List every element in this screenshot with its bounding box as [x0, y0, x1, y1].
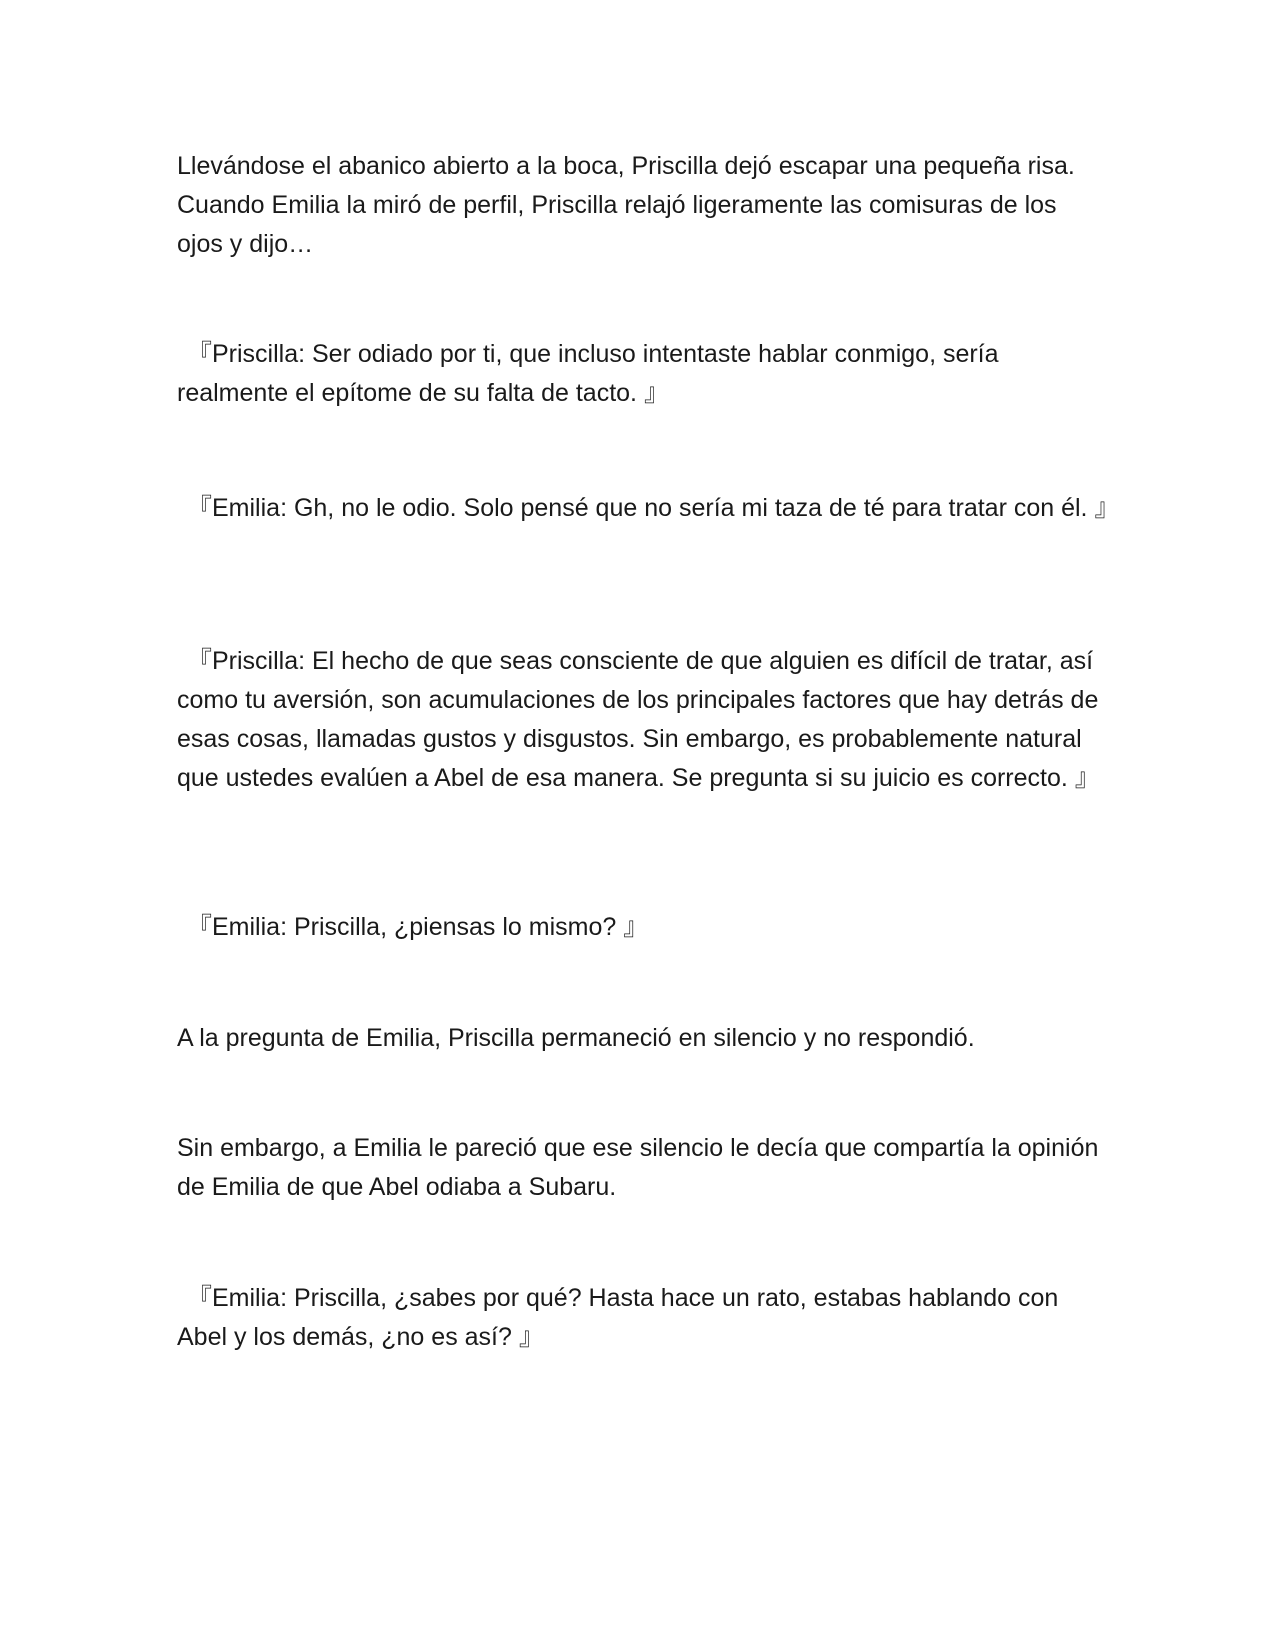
dialogue-emilia: 『Emilia: Priscilla, ¿piensas lo mismo? 』 — [187, 913, 649, 941]
dialogue-emilia: 『Emilia: Gh, no le odio. Solo pensé que no sería mi taza de té para tratar con él. 』 — [187, 494, 1120, 522]
dialogue-priscilla: 『Priscilla: El hecho de que seas consciente de que alguien es difícil de tratar, así como tu aversión, son acumulaciones de los principales factores que hay detrás de esas cosas, llamadas gustos y disgustos. Sin embargo, es probablemente natural que ustedes evalúen a Abel de esa manera. Se pregunta si su juicio es correcto. 』 — [177, 647, 1100, 792]
narration-paragraph: Llevándose el abanico abierto a la boca, Priscilla dejó escapar una pequeña risa. Cuando Emilia la miró de perfil, Priscilla relajó ligeramente las comisuras de los ojos y dijo… — [177, 152, 1075, 258]
narration-paragraph: A la pregunta de Emilia, Priscilla permaneció en silencio y no respondió. — [177, 1024, 975, 1052]
narration-paragraph: Sin embargo, a Emilia le pareció que ese silencio le decía que compartía la opinión de Emilia de que Abel odiaba a Subaru. — [177, 1134, 1099, 1201]
dialogue-priscilla: 『Priscilla: Ser odiado por ti, que incluso intentaste hablar conmigo, sería realmente el epítome de su falta de tacto. 』 — [177, 340, 999, 407]
dialogue-emilia: 『Emilia: Priscilla, ¿sabes por qué? Hasta hace un rato, estabas hablando con Abel y los demás, ¿no es así? 』 — [177, 1284, 1059, 1351]
